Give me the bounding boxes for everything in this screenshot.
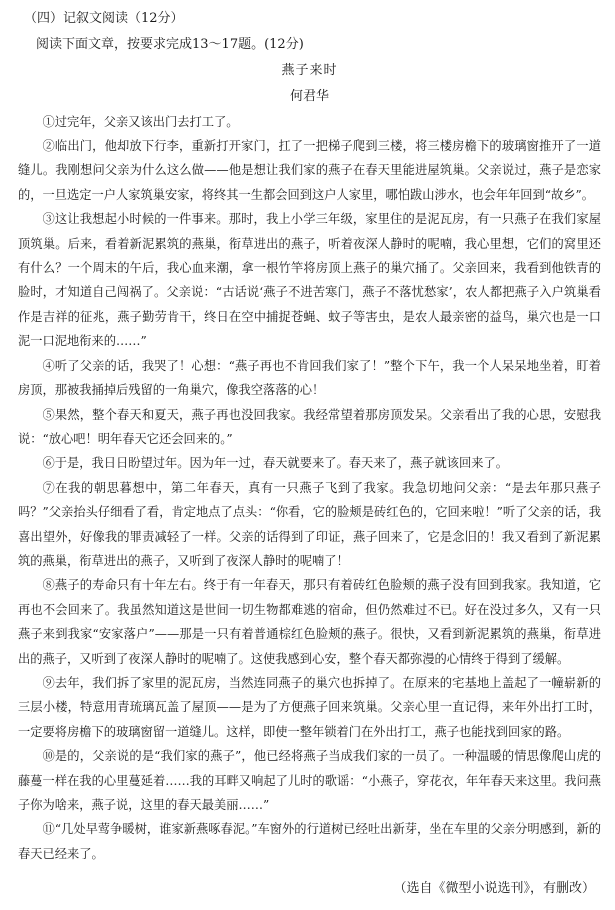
author: 何君华 [289,88,329,104]
source-note: （选自《微型小说选刊》，有删改） [393,881,595,897]
article-body [18,110,601,867]
paragraph-8: ⑧燕子的寿命只有十年左右。终于有一年春天，那只有着砖红色脸颊的燕子没有回到我家。我知道，它再也不会回来了。我虽然知道这是世间一切生物都难逃的宿命，但仍然难过不已。好在没过多久，又有一只燕子来到我家“安家落户”——那是一只有着普通棕红色脸颊的燕子。很快，又看到新泥累筑的燕巢，衔草进出的燕子，又听到了夜深人静时的呢喃了。这使我感到心安，整个春天都弥漫的心情终于得到了缓解。 [18,578,601,666]
section-heading: （四）记叙文阅读（12分） [24,11,184,26]
paragraph-11: ⑪“几处早莺争暖树，谁家新燕啄春泥。”车窗外的行道树已经吐出新芽，坐在车里的父亲分明感到，新的春天已经来了。 [18,822,601,861]
article-title: 燕子来时 [281,62,338,78]
paragraph-5: ⑤果然，整个春天和夏天，燕子再也没回我家。我经常望着那房顶发呆。父亲看出了我的心思，安慰我说：“放心吧！明年春天它还会回来的。” [18,407,601,446]
paragraph-6: ⑥于是，我日日盼望过年。因为年一过，春天就要来了。春天来了，燕子就该回来了。 [42,456,508,471]
paragraph-7: ⑦在我的朝思暮想中，第二年春天，真有一只燕子飞到了我家。我急切地问父亲：“是去年那只燕子吗？”父亲抬头仔细看了看，肯定地点了点头：“你看，它的脸颊是砖红色的，它回来啦！”听了父亲的话，我喜出望外，好像我的罪责减轻了一样。父亲的话得到了印证，燕子回来了，它是念旧的！我又看到了新泥累筑的燕巢，衔草进出的燕子，又听到了夜深人静时的呢喃了！ [18,480,601,568]
instruction: 阅读下面文章，按要求完成13～17题。(12分) [36,36,304,52]
paragraph-3: ③这让我想起小时候的一件事来。那时，我上小学三年级，家里住的是泥瓦房，有一只燕子在我们家屋顶筑巢。后来，看着新泥累筑的燕巢，衔草进出的燕子，听着夜深人静时的呢喃，我心里想，它们的窝里还有什么？一个周末的午后，我心血来潮，拿一根竹竿将房顶上燕子的巢穴捅了。父亲回来，我看到他铁青的脸时，才知道自己闯祸了。父亲说：“古话说‘燕子不进苦寒门，燕子不落忧愁家’，农人都把燕子入户筑巢看作是吉祥的征兆，燕子勤劳肯干，终日在空中捕捉苍蝇、蚊子等害虫，是农人最亲密的益鸟，巢穴也是一口泥一口泥地衔来的……” [18,212,601,349]
paragraph-10: ⑩是的，父亲说的是“我们家的燕子”，他已经将燕子当成我们家的一员了。一种温暖的情思像爬山虎的藤蔓一样在我的心里蔓延着……我的耳畔又响起了儿时的歌谣：“小燕子，穿花衣，年年春天来这里。我问燕子你为啥来，燕子说，这里的春天最美丽……” [18,749,601,812]
paragraph-4: ④听了父亲的话，我哭了！心想：“燕子再也不肯回我们家了！”整个下午，我一个人呆呆地坐着，盯着房顶，那被我捅掉后残留的一角巢穴，像我空落落的心！ [18,358,601,398]
paragraph-2: ②临出门，他却放下行李，重新打开家门，扛了一把梯子爬到三楼，将三楼房檐下的玻璃窗推开了一道缝儿。我刚想问父亲为什么这么做——他是想让我们家的燕子在春天里能进屋筑巢。父亲说过，燕子是恋家的，一旦选定一户人家筑巢安家，将终其一生都会回到这户人家里，哪怕跋山涉水，也会年年回到“故乡”。 [18,139,601,202]
paragraph-1: ①过完年，父亲又该出门去打工了。 [42,114,239,129]
paragraph-9: ⑨去年，我们拆了家里的泥瓦房，当然连同燕子的巢穴也拆掉了。在原来的宅基地上盖起了一幢崭新的三层小楼，特意用青琉璃瓦盖了屋顶——是为了方便燕子回来筑巢。父亲心里一直记得，来年外出打工时，一定要将房檐下的玻璃窗留一道缝儿。这样，即使一整年锁着门在外出打工，燕子也能找到回家的路。 [18,675,601,739]
